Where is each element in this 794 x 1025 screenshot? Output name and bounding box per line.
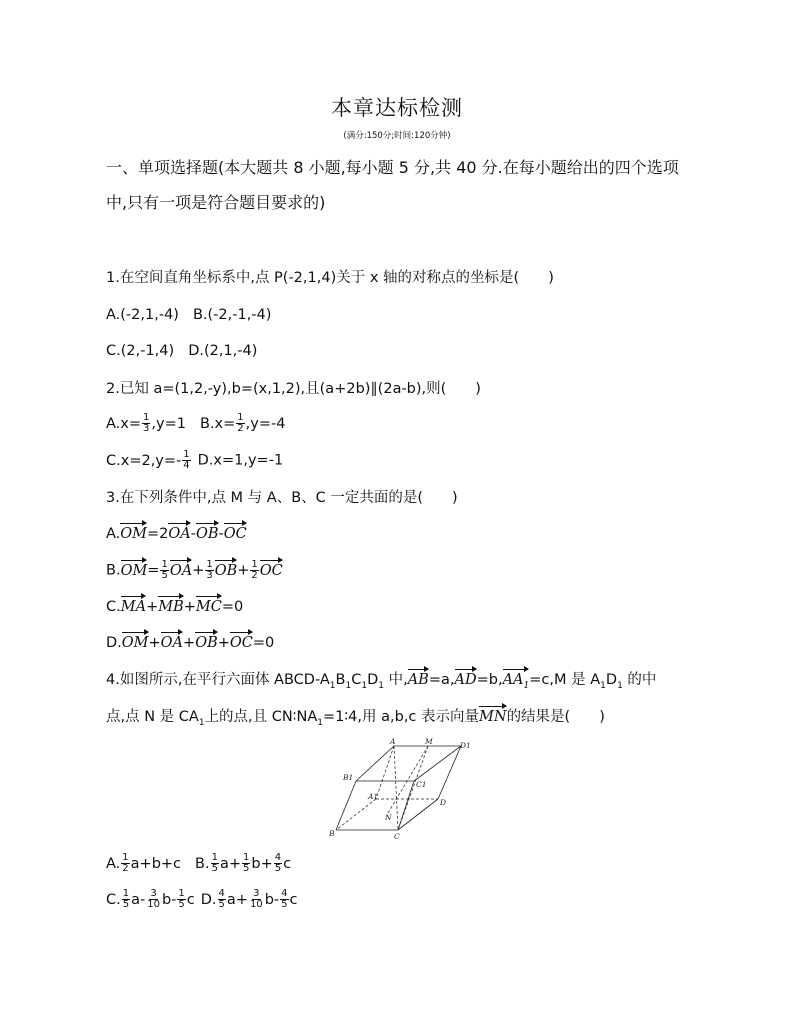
q1-option-a: A.(-2,1,-4) bbox=[106, 307, 179, 323]
edge-A-B1 bbox=[356, 746, 394, 781]
label-D1: D1 bbox=[460, 741, 471, 750]
label-D: D bbox=[440, 798, 447, 807]
q2-option-d: D.x=1,y=-1 bbox=[197, 452, 284, 469]
label-B1: B1 bbox=[343, 773, 354, 782]
q1-options-ab bbox=[106, 305, 271, 325]
q4-option-a: A. $\frac{1}{2}$ a+b+c bbox=[106, 852, 182, 874]
label-C: C bbox=[394, 832, 400, 841]
q4-options-cd bbox=[106, 889, 298, 910]
q4-option-b: B. $\frac{1}{5}$ a+ $\frac{1}{5}$ b+ $\frac{4}{5}$ c bbox=[195, 852, 292, 874]
edge-B1-B bbox=[336, 781, 356, 830]
edge-C1-D1 bbox=[414, 746, 461, 781]
q4-option-d: D. $\frac{4}{5}$ a+ $\frac{3}{10}$ b- $\frac{4}{5}$ c bbox=[200, 888, 298, 910]
q4-line2-part-b: 上的点,且 CN∶NA bbox=[204, 709, 318, 725]
q2-option-a: A.x= $\frac{1}{3}$ ,y=1 bbox=[106, 412, 186, 434]
q4-stem-tail: =c,M 是 A bbox=[529, 672, 601, 688]
q4-stem-line1: 4.如图所示,在平行六面体 ABCD-$A_1B_1C_1D_1$ 中$,AB=a,AD=b,AA_1=c,M$ 是 $A_1D_1$ 的中 bbox=[106, 670, 656, 696]
label-C1: C1 bbox=[416, 780, 427, 789]
q4-line2-part-d: 的结果是( ) bbox=[506, 709, 605, 725]
label-B: B bbox=[329, 829, 335, 838]
parallelepiped-figure bbox=[326, 737, 471, 844]
q3-option-d: D.OM+OA+OB+OC=0 bbox=[106, 635, 275, 651]
label-A1: A1 bbox=[368, 792, 379, 801]
diagonal-A-C-hidden bbox=[394, 746, 398, 830]
label-N: N bbox=[385, 813, 392, 822]
edge-D1-D bbox=[438, 746, 461, 799]
q1-option-c: C.(2,-1,4) bbox=[106, 343, 175, 359]
q1-option-d: D.(2,1,-4) bbox=[188, 343, 258, 359]
q2-option-c: C.x=2,y=- $\frac{1}{4}$ bbox=[106, 449, 190, 471]
label-M: M bbox=[425, 737, 433, 746]
q2-options-ab bbox=[106, 413, 285, 434]
page-title: 本章达标检测 bbox=[331, 96, 463, 120]
q3-option-a: A.OM=2OA-OB-OC bbox=[106, 526, 247, 542]
q1-option-b: B.(-2,-1,-4) bbox=[192, 307, 272, 323]
label-A: A bbox=[390, 737, 396, 746]
q1-options-cd bbox=[106, 341, 257, 361]
section-heading-line2: 中,只有一项是符合题目要求的) bbox=[106, 193, 326, 212]
section-heading bbox=[106, 150, 706, 220]
q1-stem: 1.在空间直角坐标系中,点 P(-2,1,4)关于 x 轴的对称点的坐标是( ) bbox=[106, 270, 554, 286]
q4-option-c: C. $\frac{1}{5}$ a- $\frac{3}{10}$ b- $\frac{1}{5}$ c bbox=[106, 888, 195, 910]
q2-stem: 2.已知 a=(1,2,-y),b=(x,1,2),且(a+2b)∥(2a-b),则( ) bbox=[106, 381, 481, 397]
q3-option-c: C.MA+MB+MC=0 bbox=[106, 599, 244, 615]
q2-options-cd bbox=[106, 450, 283, 471]
q2-option-b: B.x= $\frac{1}{2}$ ,y=-4 bbox=[199, 412, 286, 434]
edge-C-D bbox=[398, 799, 438, 830]
q4-stem-line2: 点,点 N 是 $CA_1$上的点,且 $CN∶NA_1=1∶4$,用 a,b,c 表示向量MN的结果是( ) bbox=[106, 709, 605, 728]
q3-stem: 3.在下列条件中,点 M 与 A、B、C 一定共面的是( ) bbox=[106, 490, 458, 506]
section-heading-line1: 一、单项选择题(本大题共 8 小题,每小题 5 分,共 40 分.在每小题给出的四个选项 bbox=[106, 158, 679, 177]
q4-line2-part-a: 点,点 N 是 CA bbox=[106, 709, 199, 725]
page-subtitle: (满分:150分;时间:120分钟) bbox=[343, 131, 451, 141]
q4-line2-part-c: =1∶4,用 a,b,c 表示向量 bbox=[323, 709, 480, 725]
q4-options-ab bbox=[106, 853, 291, 874]
q3-option-b: B.OM= $\frac{1}{5}$ OA+ $\frac{1}{3}$ OB+ $\frac{1}{2}$ OC bbox=[106, 559, 283, 581]
